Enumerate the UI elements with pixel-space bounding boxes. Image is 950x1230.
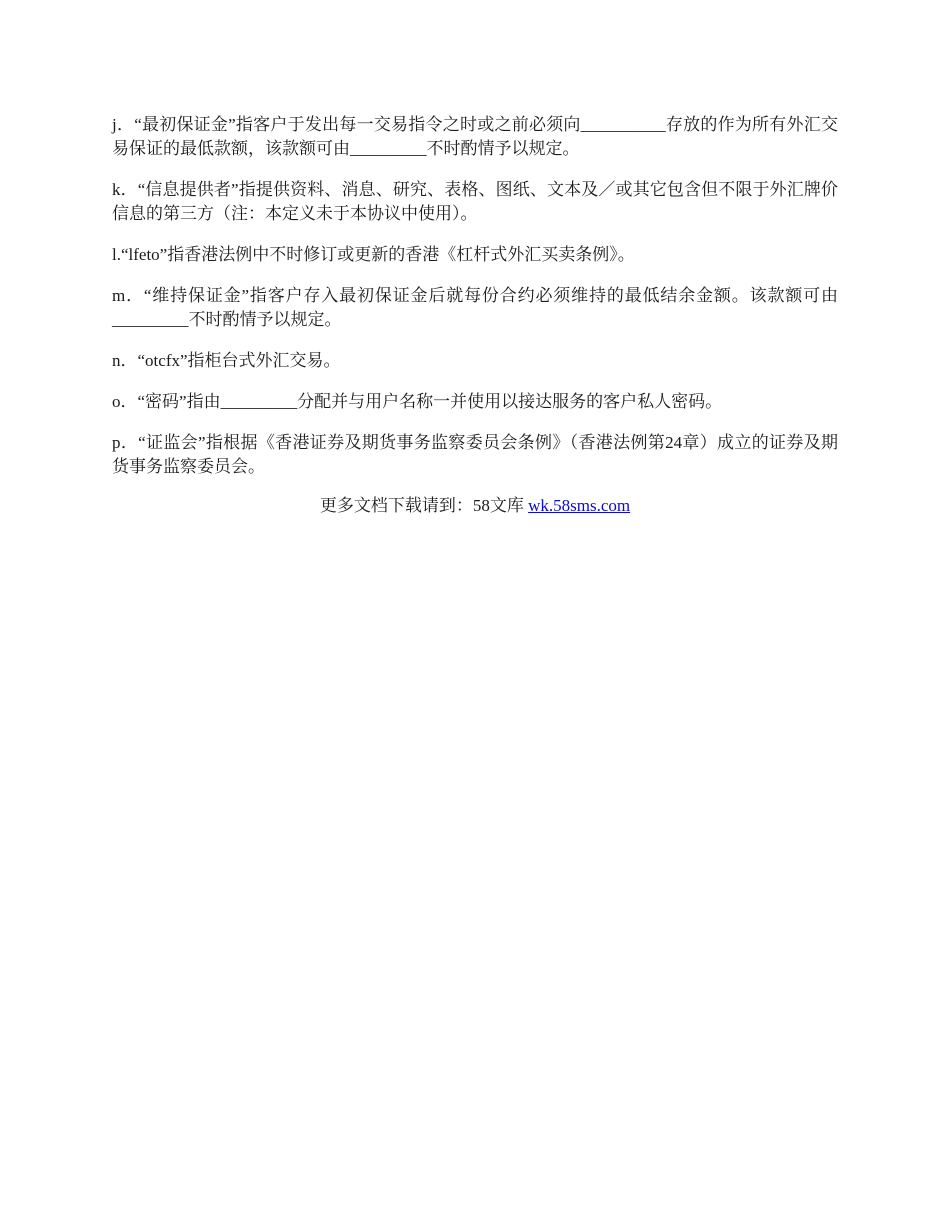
download-footer xyxy=(112,494,838,518)
definition-paragraph-n: n．“otcfx”指柜台式外汇交易。 xyxy=(112,351,341,370)
footer-text: 更多文档下载请到：58文库 xyxy=(319,496,529,515)
definition-paragraph-m: m．“维持保证金”指客户存入最初保证金后就每份合约必须维持的最低结余金额。该款额可由_________不时酌情予以规定。 xyxy=(112,286,838,329)
definition-paragraph-p: p．“证监会”指根据《香港证券及期货事务监察委员会条例》（香港法例第24章）成立的证券及期货事务监察委员会。 xyxy=(112,433,838,476)
footer-link[interactable]: wk.58sms.com xyxy=(528,496,631,515)
definition-paragraph-k: k．“信息提供者”指提供资料、消息、研究、表格、图纸、文本及／或其它包含但不限于外汇牌价信息的第三方（注：本定义未于本协议中使用）。 xyxy=(112,180,838,223)
definition-paragraph-j: j．“最初保证金”指客户于发出每一交易指令之时或之前必须向__________存放的作为所有外汇交易保证的最低款额，该款额可由_________不时酌情予以规定。 xyxy=(112,115,838,158)
definition-paragraph-l: l.“lfeto”指香港法例中不时修订或更新的香港《杠杆式外汇买卖条例》。 xyxy=(112,245,635,264)
definition-paragraph-o: o．“密码”指由_________分配并与用户名称一并使用以接达服务的客户私人密码。 xyxy=(112,392,723,411)
document-body xyxy=(112,113,838,518)
